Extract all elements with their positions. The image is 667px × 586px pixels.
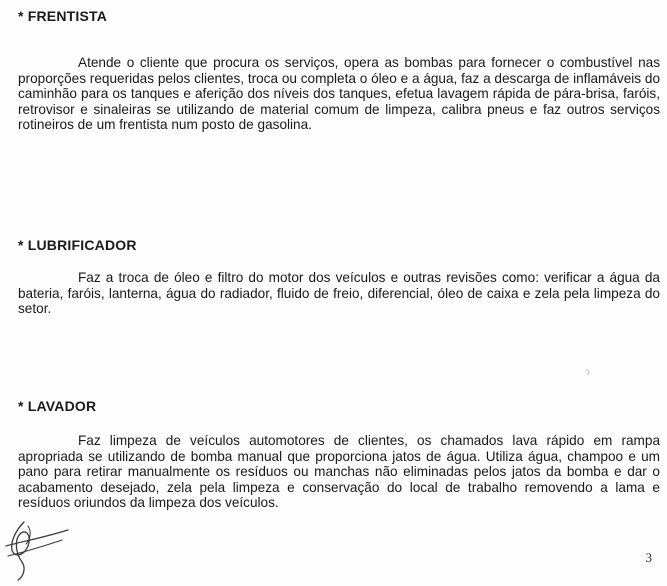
section-text-lubrificador <box>18 270 660 317</box>
section-body-frentista: Atende o cliente que procura os serviços, opera as bombas para fornecer o combustível nas proporções requeridas pelos clientes, troca ou completa o óleo e a água, faz a descarga de inflamáveis do caminhão para os tanques e aferição dos níveis dos tanques, efetua lavagem rápida de pára-brisa, faróis, retrovisor e sinaleiras se utilizando de material comum de limpeza, calibra pneus e faz outros serviços rotineiros de um frentista num posto de gasolina. <box>18 55 660 133</box>
section-body-lubrificador: Faz a troca de óleo e filtro do motor dos veículos e outras revisões como: verificar a água da bateria, faróis, lanterna, água do radiador, fluido de freio, diferencial, óleo de caixa e zela pela limpeza do setor. <box>18 270 660 317</box>
scan-speck <box>585 368 591 376</box>
section-heading-frentista: * FRENTISTA <box>18 8 108 24</box>
section-heading-lavador: * LAVADOR <box>18 398 97 414</box>
section-text-frentista <box>18 55 660 133</box>
section-text-lavador <box>18 433 660 511</box>
section-heading-lubrificador: * LUBRIFICADOR <box>18 237 137 253</box>
section-body-lavador: Faz limpeza de veículos automotores de clientes, os chamados lava rápido em rampa apropriada se utilizando de bomba manual que proporciona jatos de água. Utiliza água, champoo e um pano para retirar manualmente os resíduos ou manchas não eliminadas pelos jatos da bomba e dar o acabamento desejado, zela pela limpeza e conservação do local de trabalho removendo a lama e resíduos oriundos da limpeza dos veículos. <box>18 433 660 511</box>
signature-icon <box>2 516 72 582</box>
page-number: 3 <box>645 550 652 565</box>
